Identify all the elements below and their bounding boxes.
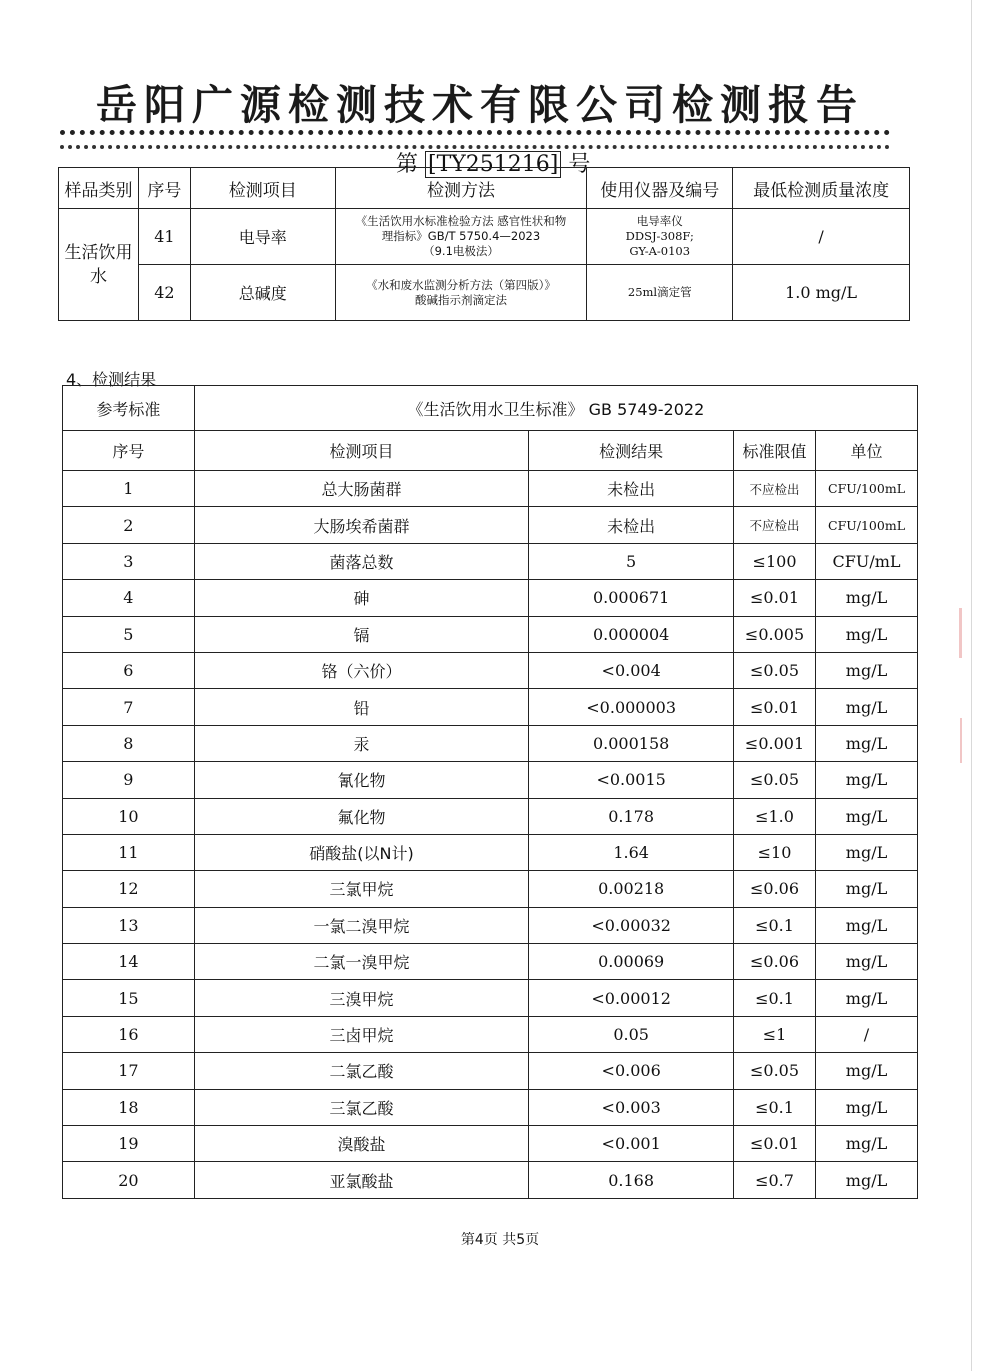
unit: CFU/100mL <box>816 471 918 507</box>
seal-fragment <box>959 608 970 658</box>
standard-limit: ≤1 <box>734 1016 816 1052</box>
unit: mg/L <box>816 1053 918 1089</box>
row-number: 8 <box>63 725 195 761</box>
table-row <box>63 798 918 834</box>
detection-limit: / <box>733 209 910 265</box>
test-item: 氟化物 <box>194 798 528 834</box>
unit: mg/L <box>816 580 918 616</box>
page-edge-line <box>971 0 972 1371</box>
test-item: 铅 <box>194 689 528 725</box>
unit: mg/L <box>816 1089 918 1125</box>
row-number: 3 <box>63 543 195 579</box>
row-number: 5 <box>63 616 195 652</box>
table-row <box>59 265 910 321</box>
detection-limit: 1.0 mg/L <box>733 265 910 321</box>
test-item: 一氯二溴甲烷 <box>194 907 528 943</box>
test-result: <0.0015 <box>529 762 734 798</box>
test-item: 砷 <box>194 580 528 616</box>
standard-limit: ≤0.05 <box>734 1053 816 1089</box>
unit: mg/L <box>816 652 918 688</box>
test-item: 溴酸盐 <box>194 1126 528 1162</box>
unit: mg/L <box>816 980 918 1016</box>
reference-standard-label: 参考标准 <box>63 386 195 431</box>
row-number: 1 <box>63 471 195 507</box>
test-item: 三氯甲烷 <box>194 871 528 907</box>
test-item: 二氯乙酸 <box>194 1053 528 1089</box>
unit: mg/L <box>816 907 918 943</box>
table-row <box>63 507 918 543</box>
unit: mg/L <box>816 871 918 907</box>
test-result: 0.000671 <box>529 580 734 616</box>
seal-fragment <box>960 718 968 763</box>
method-line: 酸碱指示剂滴定法 <box>414 292 507 307</box>
test-item: 镉 <box>194 616 528 652</box>
table-row <box>63 543 918 579</box>
test-result: 5 <box>529 543 734 579</box>
unit: mg/L <box>816 834 918 870</box>
unit: mg/L <box>816 1126 918 1162</box>
test-result: 0.168 <box>529 1162 734 1198</box>
section-title: 4、检测结果 <box>66 370 157 389</box>
row-number: 20 <box>63 1162 195 1198</box>
table-row <box>63 1053 918 1089</box>
standard-limit: ≤0.05 <box>734 762 816 798</box>
unit: / <box>816 1016 918 1052</box>
header-cell: 序号 <box>138 168 190 209</box>
report-number-suffix: 号 <box>568 152 591 177</box>
report-number: 第 [TY251216] 号 <box>396 152 591 177</box>
test-item: 氰化物 <box>194 762 528 798</box>
table-row <box>63 616 918 652</box>
table-row <box>63 652 918 688</box>
header-cell: 检测项目 <box>190 168 335 209</box>
standard-limit: 不应检出 <box>734 507 816 543</box>
row-number: 4 <box>63 580 195 616</box>
method-line: （9.1电极法） <box>423 244 499 258</box>
standard-limit: ≤0.06 <box>734 944 816 980</box>
test-result: 1.64 <box>529 834 734 870</box>
report-number-prefix: 第 <box>396 152 419 177</box>
row-number: 10 <box>63 798 195 834</box>
test-result: <0.001 <box>529 1126 734 1162</box>
header-cell: 检测项目 <box>194 431 528 471</box>
standard-limit: ≤0.001 <box>734 725 816 761</box>
test-result: <0.00012 <box>529 980 734 1016</box>
test-result: 0.00069 <box>529 944 734 980</box>
standard-limit: ≤0.05 <box>734 652 816 688</box>
test-result: 0.00218 <box>529 871 734 907</box>
test-item: 三卤甲烷 <box>194 1016 528 1052</box>
row-number: 17 <box>63 1053 195 1089</box>
header-cell: 检测结果 <box>529 431 734 471</box>
header-cell: 样品类别 <box>59 168 139 209</box>
table-row <box>63 580 918 616</box>
standard-limit: ≤0.1 <box>734 980 816 1016</box>
test-item: 总大肠菌群 <box>194 471 528 507</box>
method-line: 《水和废水监测分析方法（第四版）》 <box>366 277 556 292</box>
test-item: 汞 <box>194 725 528 761</box>
header-cell: 单位 <box>816 431 918 471</box>
standard-limit: ≤0.1 <box>734 1089 816 1125</box>
table-row <box>63 1089 918 1125</box>
unit: CFU/mL <box>816 543 918 579</box>
table-row <box>63 1126 918 1162</box>
sample-category: 生活饮用水 <box>59 209 139 321</box>
test-method <box>335 265 587 321</box>
test-result: 0.000004 <box>529 616 734 652</box>
test-result: <0.00032 <box>529 907 734 943</box>
standard-limit: ≤0.01 <box>734 1126 816 1162</box>
row-number: 12 <box>63 871 195 907</box>
test-result: <0.003 <box>529 1089 734 1125</box>
instrument-line: GY-A-0103 <box>629 244 691 258</box>
report-title: 岳阳广源检测技术有限公司检测报告 <box>96 81 864 129</box>
row-number: 6 <box>63 652 195 688</box>
test-result: 0.05 <box>529 1016 734 1052</box>
table-row <box>63 980 918 1016</box>
test-result: 0.000158 <box>529 725 734 761</box>
standard-limit: ≤0.005 <box>734 616 816 652</box>
test-item: 亚氯酸盐 <box>194 1162 528 1198</box>
table-row <box>63 871 918 907</box>
test-item: 电导率 <box>190 209 335 265</box>
report-number-value: TY251216 <box>436 152 550 177</box>
test-item: 三氯乙酸 <box>194 1089 528 1125</box>
test-item: 总碱度 <box>190 265 335 321</box>
header-cell: 使用仪器及编号 <box>587 168 733 209</box>
method-line: 《生活饮用水标准检验方法 感官性状和物 <box>355 214 567 228</box>
standard-limit: ≤100 <box>734 543 816 579</box>
table-row <box>63 689 918 725</box>
results-header <box>63 431 918 471</box>
unit: mg/L <box>816 1162 918 1198</box>
table-row <box>63 907 918 943</box>
row-number: 7 <box>63 689 195 725</box>
standard-limit: ≤0.01 <box>734 580 816 616</box>
instrument-line: 电导率仪 <box>636 214 683 228</box>
row-number: 19 <box>63 1126 195 1162</box>
table-row <box>63 725 918 761</box>
results-table <box>62 385 918 1199</box>
unit: CFU/100mL <box>816 507 918 543</box>
unit: mg/L <box>816 616 918 652</box>
header-cell: 检测方法 <box>335 168 587 209</box>
table-row <box>63 762 918 798</box>
test-item: 二氯一溴甲烷 <box>194 944 528 980</box>
row-number: 13 <box>63 907 195 943</box>
unit: mg/L <box>816 798 918 834</box>
test-item: 菌落总数 <box>194 543 528 579</box>
row-number: 41 <box>138 209 190 265</box>
test-item: 硝酸盐(以N计) <box>194 834 528 870</box>
test-result: <0.006 <box>529 1053 734 1089</box>
test-item: 铬（六价） <box>194 652 528 688</box>
test-result: <0.004 <box>529 652 734 688</box>
standard-limit: ≤10 <box>734 834 816 870</box>
test-item: 大肠埃希菌群 <box>194 507 528 543</box>
test-result: 未检出 <box>529 507 734 543</box>
table-row <box>63 471 918 507</box>
row-number: 9 <box>63 762 195 798</box>
instrument: 25ml滴定管 <box>587 265 733 321</box>
row-number: 14 <box>63 944 195 980</box>
header-cell: 序号 <box>63 431 195 471</box>
standard-limit: ≤0.7 <box>734 1162 816 1198</box>
table-row <box>59 209 910 265</box>
unit: mg/L <box>816 689 918 725</box>
row-number: 18 <box>63 1089 195 1125</box>
title-dotted-rule <box>60 130 890 135</box>
standard-limit: ≤0.06 <box>734 871 816 907</box>
results-body <box>63 471 918 1199</box>
row-number: 2 <box>63 507 195 543</box>
row-number: 15 <box>63 980 195 1016</box>
unit: mg/L <box>816 944 918 980</box>
table-row <box>63 1162 918 1198</box>
standard-limit: ≤0.1 <box>734 907 816 943</box>
methods-table <box>58 167 910 321</box>
instrument <box>587 209 733 265</box>
header-cell: 最低检测质量浓度 <box>733 168 910 209</box>
table-row <box>63 834 918 870</box>
test-result: <0.000003 <box>529 689 734 725</box>
methods-table-header <box>59 168 910 209</box>
row-number: 42 <box>138 265 190 321</box>
unit: mg/L <box>816 725 918 761</box>
test-result: 未检出 <box>529 471 734 507</box>
standard-limit: ≤1.0 <box>734 798 816 834</box>
row-number: 16 <box>63 1016 195 1052</box>
unit: mg/L <box>816 762 918 798</box>
row-number: 11 <box>63 834 195 870</box>
instrument-line: DDSJ-308F; <box>625 229 694 243</box>
table-row <box>63 944 918 980</box>
test-item: 三溴甲烷 <box>194 980 528 1016</box>
test-result: 0.178 <box>529 798 734 834</box>
test-method <box>335 209 587 265</box>
reference-standard-row <box>63 386 918 431</box>
header-cell: 标准限值 <box>734 431 816 471</box>
standard-limit: ≤0.01 <box>734 689 816 725</box>
reference-standard-value: 《生活饮用水卫生标准》 GB 5749-2022 <box>194 386 917 431</box>
method-line: 理指标》GB/T 5750.4—2023 <box>381 229 541 243</box>
standard-limit: 不应检出 <box>734 471 816 507</box>
page-footer: 第4页 共5页 <box>460 1232 540 1248</box>
table-row <box>63 1016 918 1052</box>
